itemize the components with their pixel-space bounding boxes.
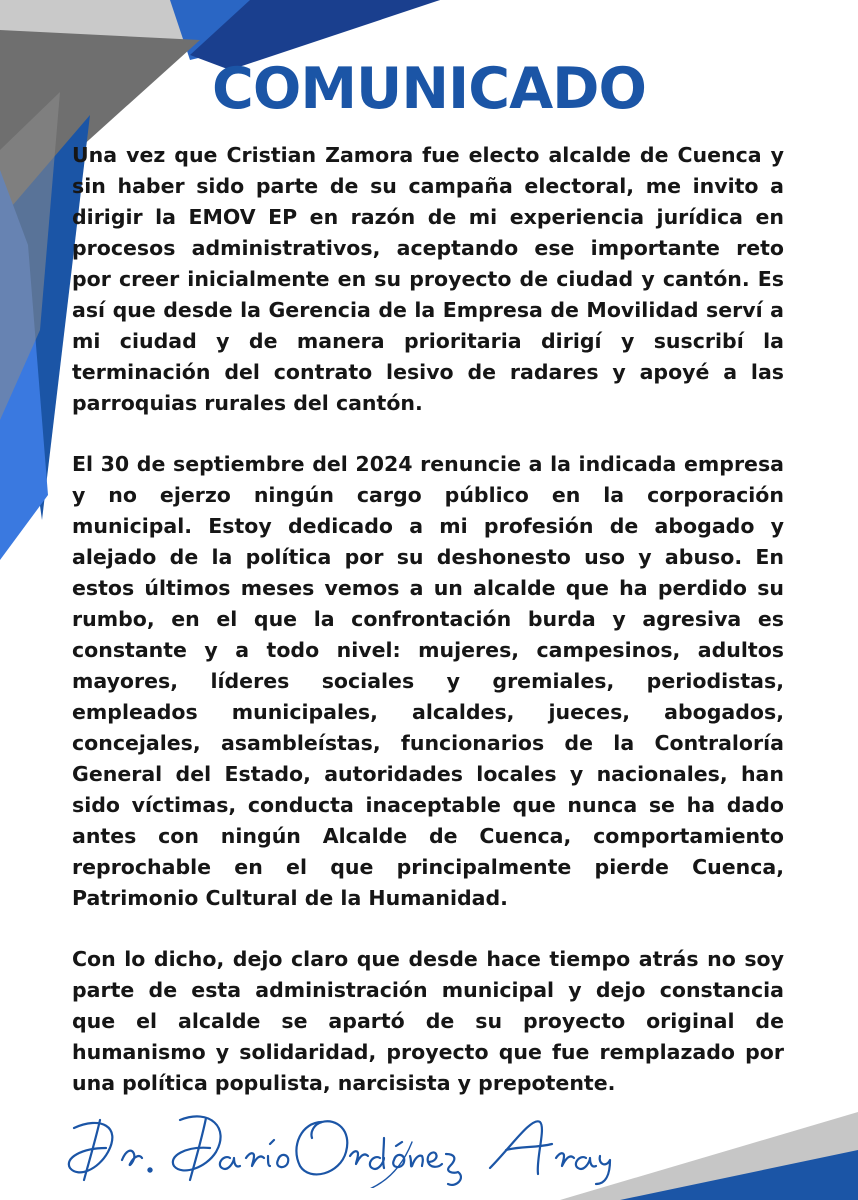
document-body — [72, 140, 784, 1129]
document-title: COMUNICADO — [212, 56, 646, 122]
paragraph-3: Con lo dicho, dejo claro que desde hace tiempo atrás no soy parte de esta administración municipal y dejo constancia que el alcalde se apartó de su proyecto original de humanismo y solidaridad, proyecto que fue remplazado por una política populista, narcisista y prepotente. — [72, 947, 784, 1095]
handwritten-signature — [60, 1108, 620, 1188]
paragraph-2: El 30 de septiembre del 2024 renuncie a la indicada empresa y no ejerzo ningún cargo público en la corporación municipal. Estoy dedicado a mi profesión de abogado y alejado de la política por su deshonesto uso y abuso. En estos últimos meses vemos a un alcalde que ha perdido su rumbo, en el que la confrontación burda y agresiva es constante y a todo nivel: mujeres, campesinos, adultos mayores, líderes sociales y gremiales, periodistas, empleados municipales, alcaldes, jueces, abogados, concejales, asambleístas, funcionarios de la Contraloría General del Estado, autoridades locales y nacionales, han sido víctimas, conducta inaceptable que nunca se ha dado antes con ningún Alcalde de Cuenca, comportamiento reprochable en el que principalmente pierde Cuenca, Patrimonio Cultural de la Humanidad. — [72, 452, 784, 910]
paragraph-1: Una vez que Cristian Zamora fue electo alcalde de Cuenca y sin haber sido parte de su campaña electoral, me invito a dirigir la EMOV EP en razón de mi experiencia jurídica en procesos administrativos, aceptando ese importante reto por creer inicialmente en su proyecto de ciudad y cantón. Es así que desde la Gerencia de la Empresa de Movilidad serví a mi ciudad y de manera prioritaria dirigí y suscribí la terminación del contrato lesivo de radares y apoyé a las parroquias rurales del cantón. — [72, 143, 784, 415]
